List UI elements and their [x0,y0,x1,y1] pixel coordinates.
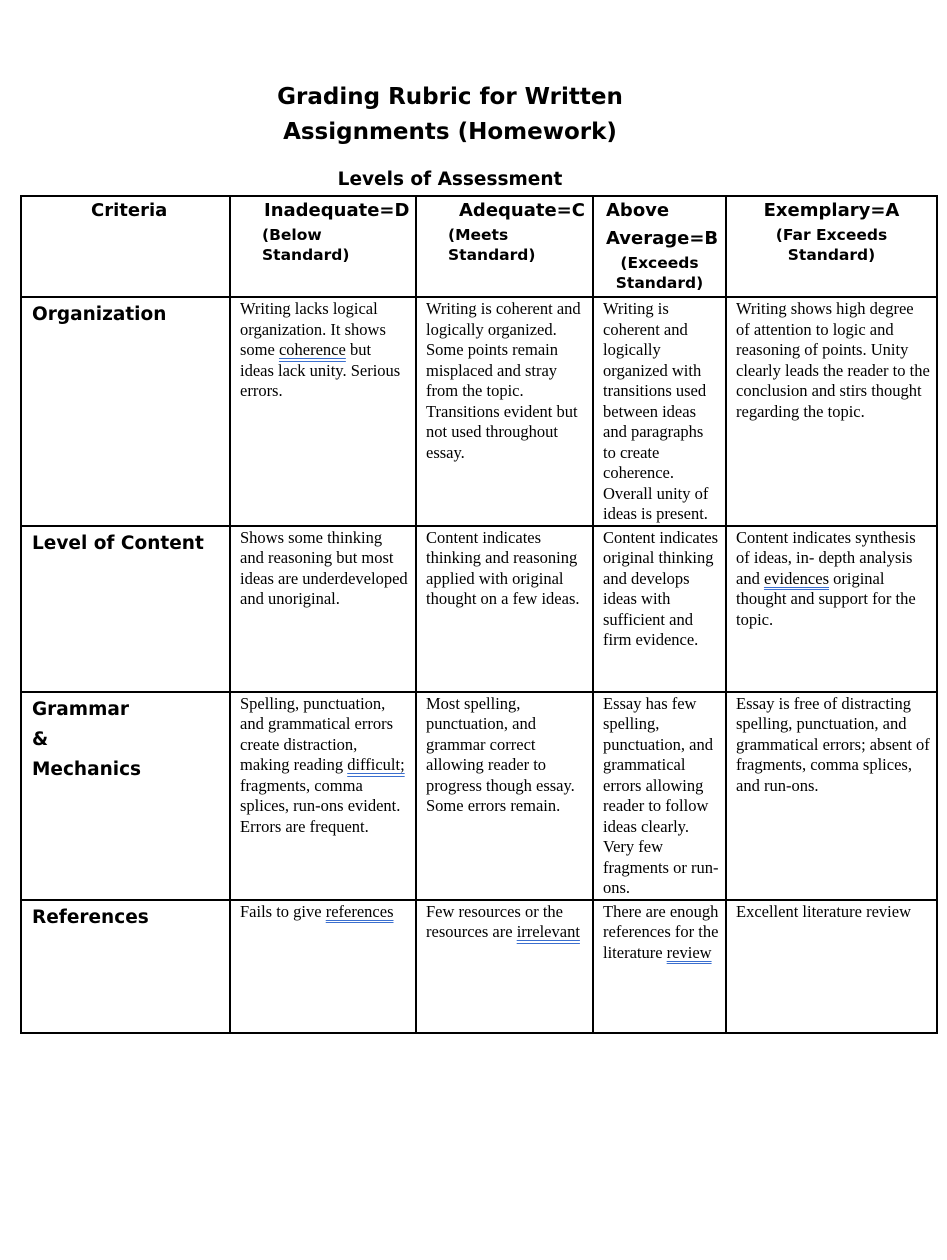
header-exemplary-title: Exemplary=A [763,200,900,221]
cell-references-inadequate: Fails to give references [230,900,416,1033]
document-title [200,80,700,150]
spellcheck-underline: irrelevant [516,922,580,941]
cell-grammar-above-average: Essay has few spelling, punctuation, and grammatical errors allowing reader to follow ideas clearly. Very few fragments or run-ons. [593,692,726,900]
cell-references-adequate: Few resources or the resources are irrelevant [416,900,593,1033]
criterion-level-of-content: Level of Content [21,526,230,692]
cell-content-exemplary: Content indicates synthesis of ideas, in- depth analysis and evidences original thought and support for the topic. [726,526,937,692]
cell-grammar-adequate: Most spelling, punctuation, and grammar correct allowing reader to progress though essay. Some errors remain. [416,692,593,900]
cell-organization-adequate: Writing is coherent and logically organized. Some points remain misplaced and stray from the topic. Transitions evident but not used throughout essay. [416,297,593,526]
cell-organization-inadequate: Writing lacks logical organization. It shows some coherence but ideas lack unity. Serious errors. [230,297,416,526]
header-inadequate-title: Inadequate=D [264,200,410,221]
spellcheck-underline: difficult; [347,755,405,774]
row-organization [21,297,937,526]
levels-of-assessment-heading: Levels of Assessment [337,169,563,190]
cell-organization-above-average: Writing is coherent and logically organized with transitions used between ideas and paragraphs to create coherence. Overall unity of ideas is present. [593,297,726,526]
title-line-1: Grading Rubric for Written [277,84,623,110]
criterion-grammar-mechanics: Grammar & Mechanics [21,692,230,900]
header-row [21,196,937,297]
criterion-references: References [21,900,230,1033]
header-adequate: Adequate=C (Meets Standard) [416,196,593,297]
spellcheck-underline: review [666,942,712,962]
cell-content-inadequate: Shows some thinking and reasoning but most ideas are underdeveloped and unoriginal. [230,526,416,692]
header-criteria: Criteria [21,196,230,297]
title-line-2: Assignments (Homework) [283,119,617,145]
header-adequate-title: Adequate=C [459,200,585,221]
cell-grammar-exemplary: Essay is free of distracting spelling, punctuation, and grammatical errors; absent of fragments, comma splices, and run-ons. [726,692,937,900]
header-exemplary: Exemplary=A (Far Exceeds Standard) [726,196,937,297]
rubric-table [20,195,938,1034]
row-level-of-content [21,526,937,692]
row-references [21,900,937,1033]
header-above-average: Above Average=B (Exceeds Standard) [593,196,726,297]
spellcheck-underline: coherence [278,340,346,359]
spellcheck-underline: evidences [763,568,830,588]
spellcheck-underline: references [325,901,394,921]
criterion-organization: Organization [21,297,230,526]
row-grammar-mechanics [21,692,937,900]
cell-grammar-inadequate: Spelling, punctuation, and grammatical errors create distraction, making reading difficult; fragments, comma splices, run-ons evident. Errors are frequent. [230,692,416,900]
cell-content-above-average: Content indicates original thinking and develops ideas with sufficient and firm evidence. [593,526,726,692]
header-inadequate: Inadequate=D (Below Standard) [230,196,416,297]
cell-content-adequate: Content indicates thinking and reasoning applied with original thought on a few ideas. [416,526,593,692]
cell-references-above-average: There are enough references for the literature review [593,900,726,1033]
cell-references-exemplary: Excellent literature review [726,900,937,1033]
cell-organization-exemplary: Writing shows high degree of attention to logic and reasoning of points. Unity clearly leads the reader to the conclusion and stirs thought regarding the topic. [726,297,937,526]
